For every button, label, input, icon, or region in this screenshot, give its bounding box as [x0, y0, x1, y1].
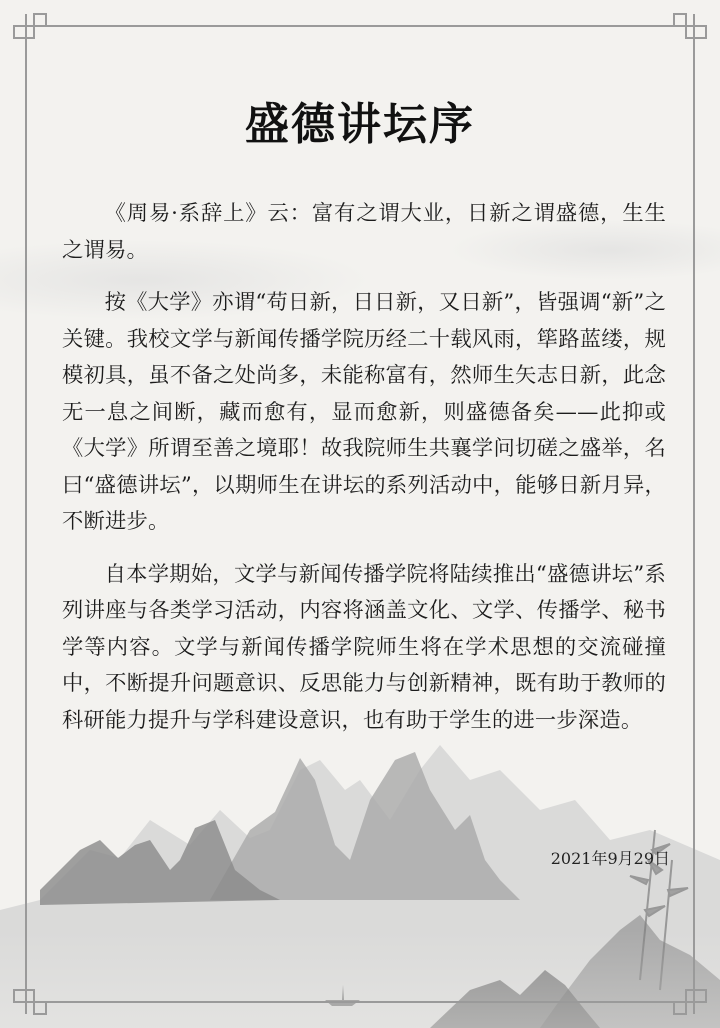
preface-body: [62, 196, 666, 755]
paragraph: 《周易·系辞上》云：富有之谓大业，日新之谓盛德，生生之谓易。: [62, 201, 666, 263]
mid-mountains: [210, 752, 520, 900]
date: 2021年9月29日: [550, 849, 670, 868]
paragraph: 按《大学》亦谓“苟日新，日日新，又日新”，皆强调“新”之关键。我校文学与新闻传播学院历经二十载风雨，筚路蓝缕，规模初具，虽不备之处尚多，未能称富有，然师生矢志日新，此念无一息之间断，藏而愈有，显而愈新，则盛德备矣——此抑或《大学》所谓至善之境耶！故我院师生共襄学问切磋之盛举，名曰“盛德讲坛”，以期师生在讲坛的系列活动中，能够日新月异，不断进步。: [62, 290, 666, 534]
paragraph: 自本学期始，文学与新闻传播学院将陆续推出“盛德讲坛”系列讲座与各类学习活动，内容将涵盖文化、文学、传播学、秘书学等内容。文学与新闻传播学院师生将在学术思想的交流碰撞中，不断提升问题意识、反思能力与创新精神，既有助于教师的科研能力提升与学科建设意识，也有助于学生的进一步深造。: [62, 561, 666, 733]
page-title: 盛德讲坛序: [245, 99, 475, 150]
